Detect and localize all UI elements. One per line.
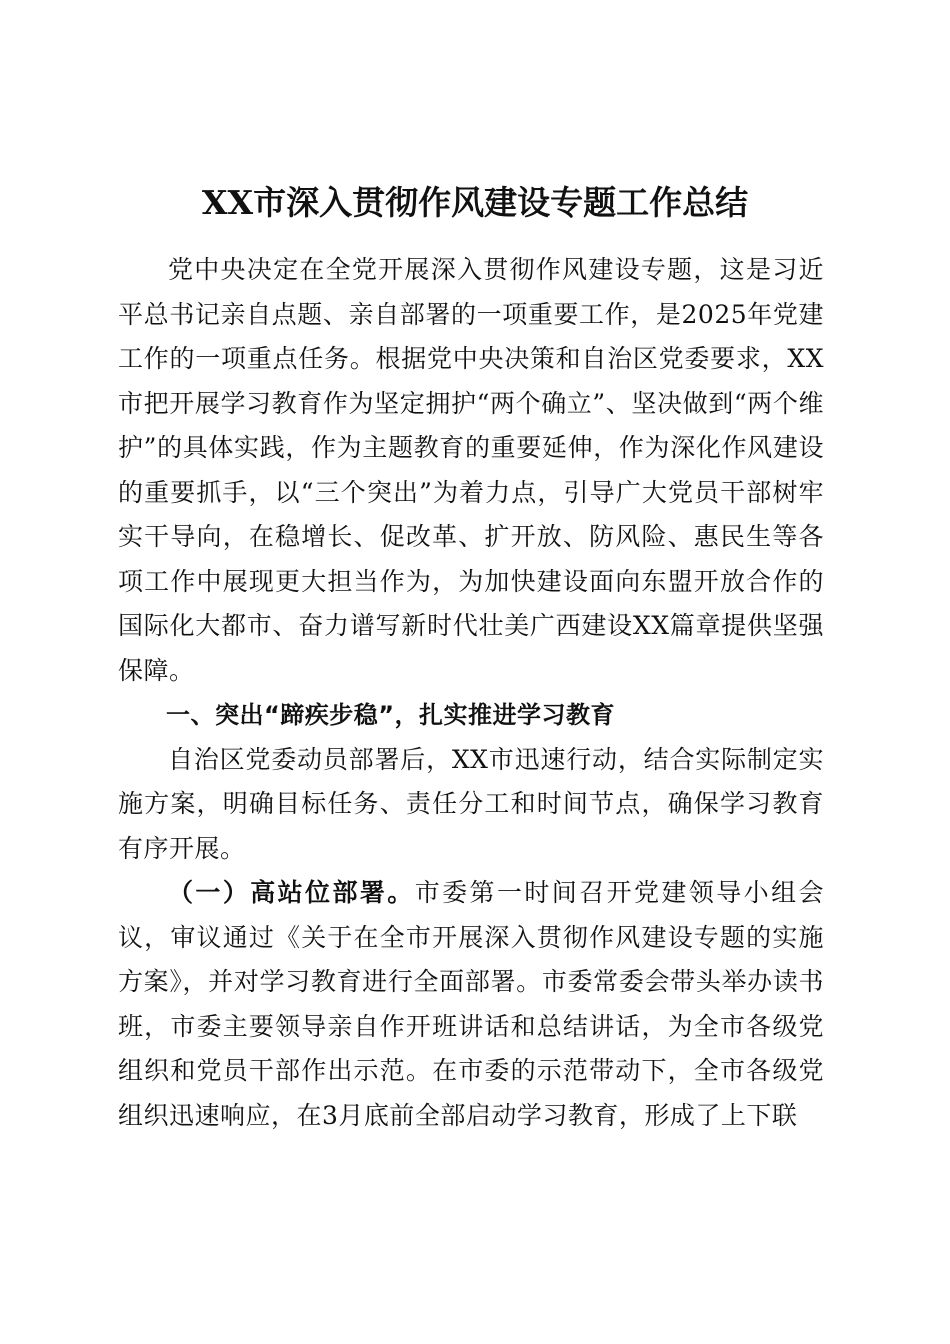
intro-paragraph: 党中央决定在全党开展深入贯彻作风建设专题，这是习近平总书记亲自点题、亲自部署的一项重要工作，是2025年党建工作的一项重点任务。根据党中央决策和自治区党委要求，XX市把开展学习教育作为坚定拥护“两个确立”、坚决做到“两个维护”的具体实践，作为主题教育的重要延伸，作为深化作风建设的重要抓手，以“三个突出”为着力点，引导广大党员干部树牢实干导向，在稳增长、促改革、扩开放、防风险、惠民生等各项工作中展现更大担当作为，为加快建设面向东盟开放合作的国际化大都市、奋力谱写新时代壮美广西建设XX篇章提供坚强保障。 [118,255,824,685]
document-title: XX市深入贯彻作风建设专题工作总结 [201,183,749,222]
section-1-paragraph: 自治区党委动员部署后，XX市迅速行动，结合实际制定实施方案，明确目标任务、责任分工和时间节点，确保学习教育有序开展。 [118,744,824,863]
subsection-1-text: 市委第一时间召开党建领导小组会议，审议通过《关于在全市开展深入贯彻作风建设专题的实施方案》，并对学习教育进行全面部署。市委常委会带头举办读书班，市委主要领导亲自作开班讲话和总结讲话，为全市各级党组织和党员干部作出示范。在市委的示范带动下，全市各级党组织迅速响应，在3月底前全部启动学习教育，形成了上下联 [118,878,824,1130]
subsection-1-paragraph [118,871,824,1138]
document-body [118,248,824,1138]
section-1-heading: 一、突出“蹄疾步稳”，扎实推进学习教育 [166,701,616,729]
subsection-1-lead: （一）高站位部署。 [168,878,415,907]
